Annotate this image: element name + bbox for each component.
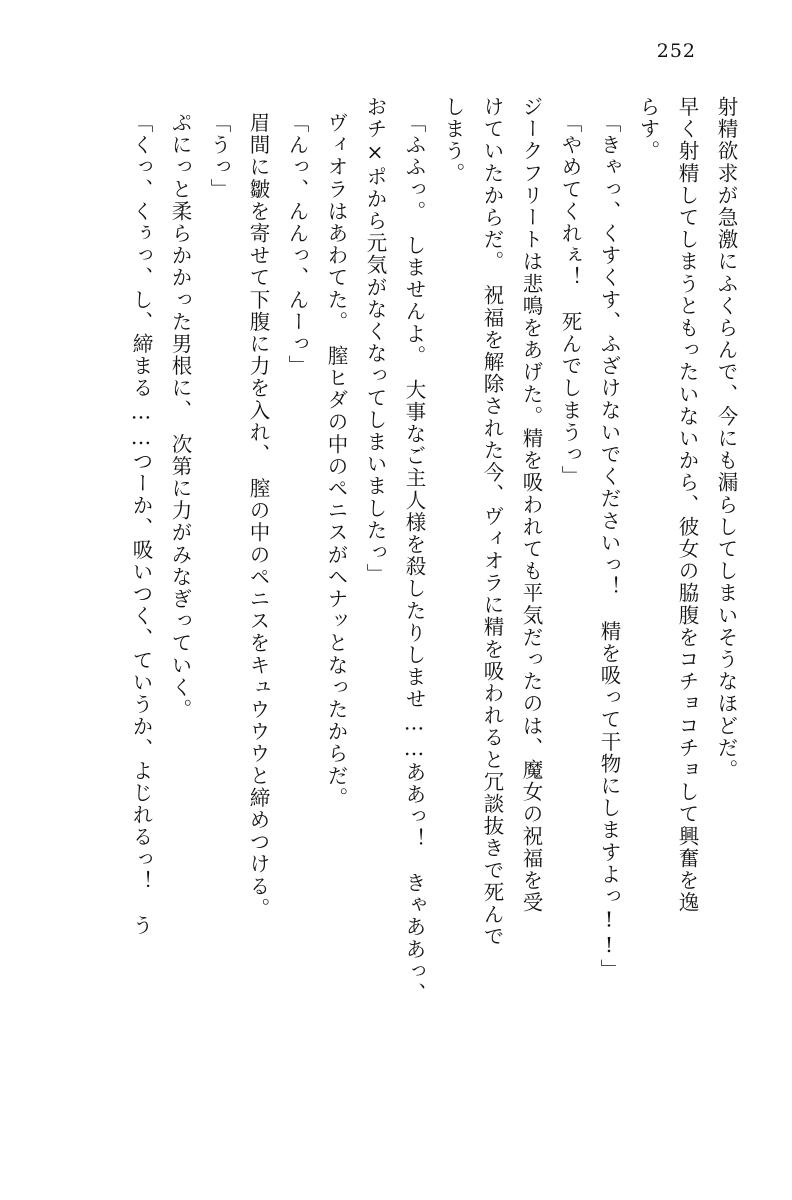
text-line: 「くっ、くぅっ、し、締まる……つーか、吸いつく、ていうか、よじれるっ！ う — [129, 112, 153, 937]
text-line: らす。 — [636, 96, 660, 163]
text-line: ジークフリートは悲鳴をあげた。精を吸われても平気だったのは、魔女の祝福を受 — [519, 96, 543, 914]
text-line: けていたからだ。 祝福を解除された今、ヴィオラに精を吸われると冗談抜きで死んで — [480, 96, 504, 948]
text-line: しまう。 — [441, 96, 465, 185]
text-line: 射精欲求が急激にふくらんで、今にも漏らしてしまいそうなほどだ。 — [714, 96, 738, 782]
text-line: 「ふふっ。 しませんよ。 大事なご主人様を殺したりしませ……ああっ！ きゃああっ、 — [402, 112, 426, 1005]
page-number: 252 — [656, 40, 696, 62]
text-line: 「んっ、んんっ、んーっ」 — [285, 112, 309, 378]
text-line: 「きゃっ、くすくす、ふざけないでくださいっ！ 精を吸って干物にしますよっ!!」 — [597, 112, 621, 981]
text-line: 眉間に皺を寄せて下腹に力を入れ、 膣の中のペニスをキュウウウと締めつける。 — [246, 112, 270, 920]
text-line: おチ×ポから元気がなくなってしまいましたっ」 — [363, 96, 387, 586]
text-line: ぷにっと柔らかかった男根に、 次第に力がみなぎっていく。 — [168, 112, 192, 721]
vertical-text-body — [56, 96, 736, 1156]
text-line: 早く射精してしまうともったいないから、彼女の脇腹をコチョコチョして興奮を逸 — [675, 96, 699, 914]
text-line: 「やめてくれぇ！ 死んでしまうっ」 — [558, 112, 582, 488]
text-line: ヴィオラはあわてた。 膣ヒダの中のペニスがヘナッとなったからだ。 — [324, 112, 348, 809]
text-line: 「うっ」 — [207, 112, 231, 201]
